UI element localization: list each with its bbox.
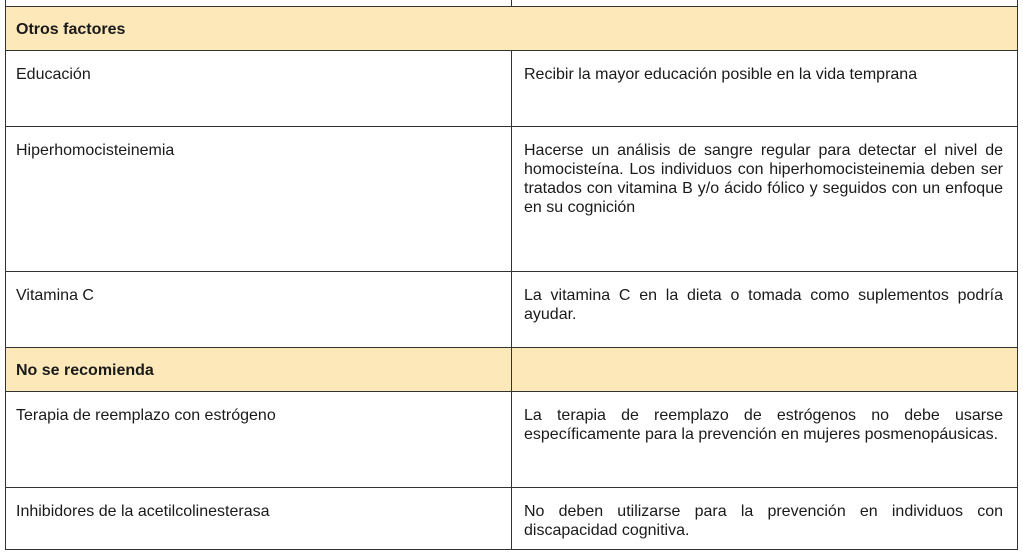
recommendation-cell: Recibir la mayor educación posible en la vida temprana	[512, 50, 1018, 126]
table-row	[6, 50, 1018, 126]
factor-cell: Inhibidores de la acetilcolinesterasa	[6, 487, 512, 549]
section-header-otros-factores	[6, 6, 1018, 50]
section-title: Otros factores	[6, 6, 1018, 50]
factor-cell: Educación	[6, 50, 512, 126]
section-title: No se recomienda	[6, 347, 512, 391]
recommendation-cell: Hacerse un análisis de sangre regular para detectar el nivel de homocisteína. Los individuos con hiperhomocisteinemia deben ser tratados con vitamina B y/o ácido fólico y seguidos con un enfoque en su cognición	[512, 126, 1018, 271]
factor-cell: Hiperhomocisteinemia	[6, 126, 512, 271]
recommendations-table	[5, 0, 1018, 550]
table-row	[6, 391, 1018, 487]
recommendation-cell: La vitamina C en la dieta o tomada como suplementos podría ayudar.	[512, 271, 1018, 347]
table-row	[6, 271, 1018, 347]
table-row	[6, 126, 1018, 271]
section-header-no-se-recomienda	[6, 347, 1018, 391]
factor-cell: Vitamina C	[6, 271, 512, 347]
recommendation-cell: La terapia de reemplazo de estrógenos no debe usarse específicamente para la prevención en mujeres posmenopáusicas.	[512, 391, 1018, 487]
factor-cell: Terapia de reemplazo con estrógeno	[6, 391, 512, 487]
section-empty-cell	[512, 347, 1018, 391]
recommendations-table-container	[5, 0, 1017, 555]
recommendation-cell: No deben utilizarse para la prevención en individuos con discapacidad cognitiva.	[512, 487, 1018, 549]
table-row	[6, 487, 1018, 549]
